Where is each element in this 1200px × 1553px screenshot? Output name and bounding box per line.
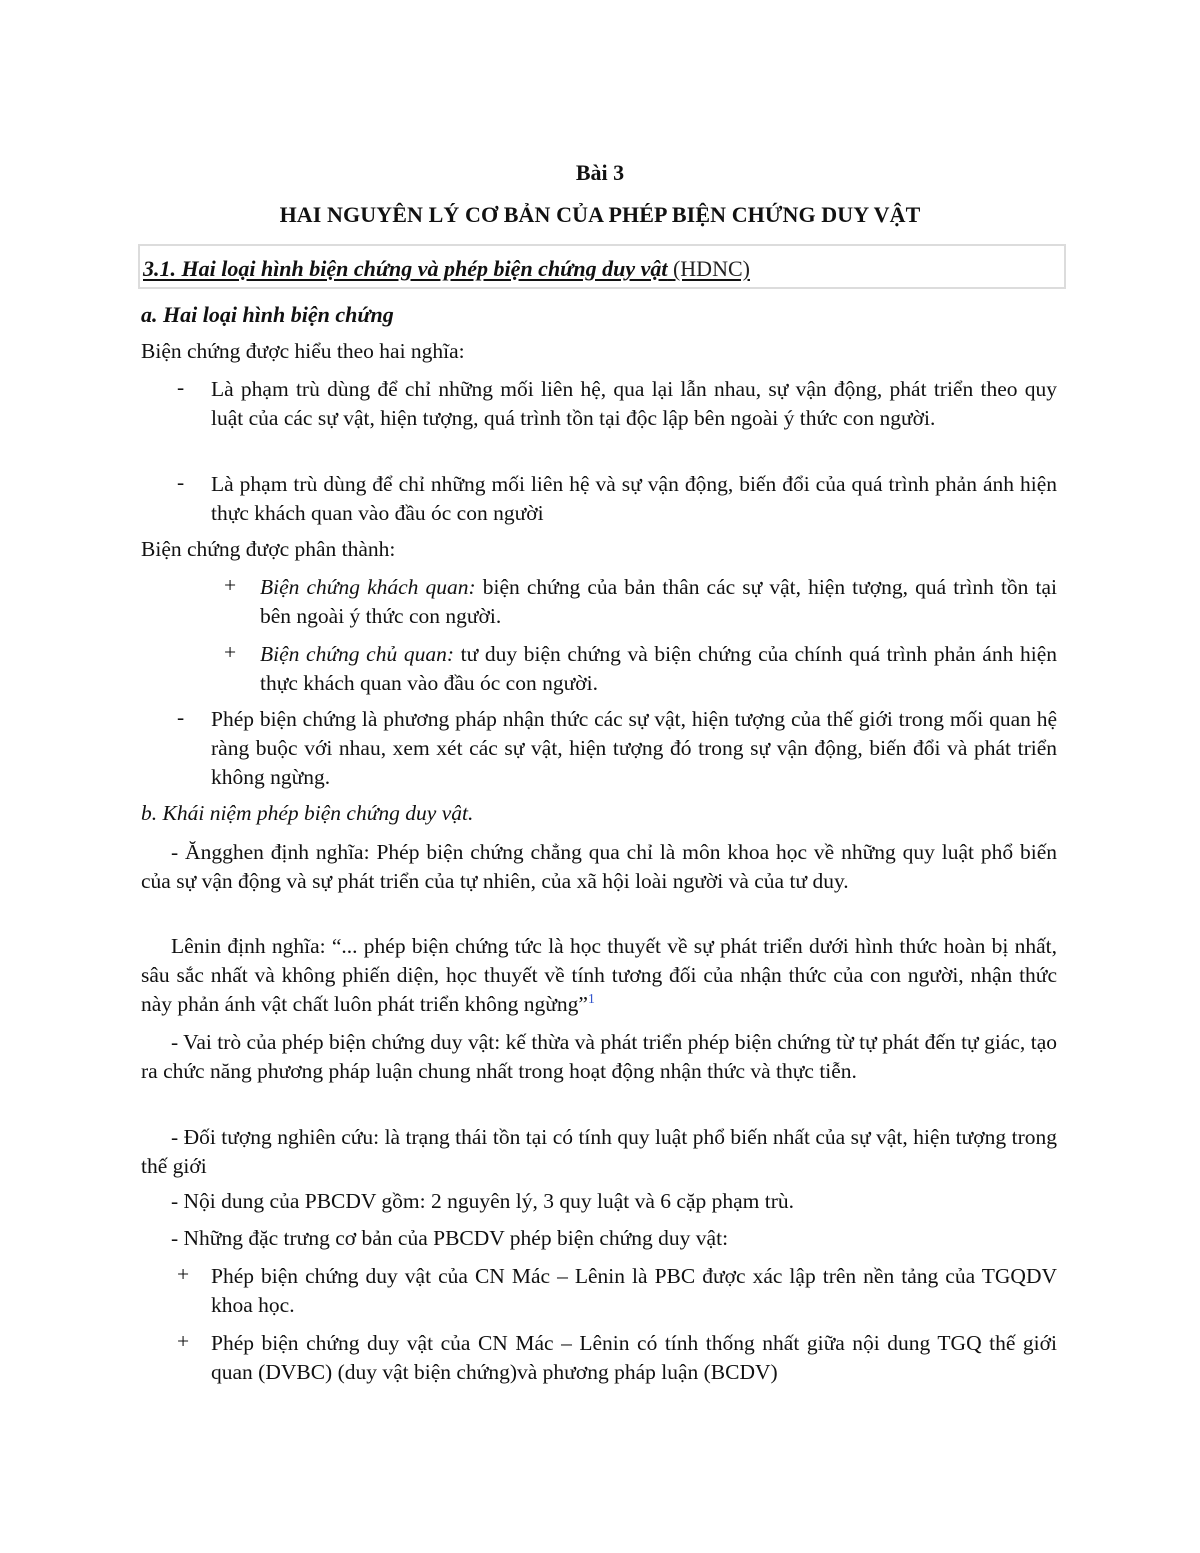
type-description: biện chứng của bản thân các sự vật, hiện tượng, quá trình tồn tại bên ngoài ý thức con người. xyxy=(260,575,1057,628)
lesson-number: Bài 3 xyxy=(575,160,625,185)
engels-definition: - Ăngghen định nghĩa: Phép biện chứng chẳng qua chỉ là môn khoa học về những quy luật phổ biến của sự vận động và sự phát triển của tự nhiên, của xã hội loài người và của tư duy. xyxy=(141,840,1057,893)
intro-meanings: Biện chứng được hiểu theo hai nghĩa: xyxy=(141,339,465,363)
features-intro: - Những đặc trưng cơ bản của PBCDV phép biện chứng duy vật: xyxy=(171,1226,729,1250)
bullet-marker: - xyxy=(177,705,185,729)
role-paragraph: - Vai trò của phép biện chứng duy vật: kế thừa và phát triển phép biện chứng từ tự phát đến tự giác, tạo ra chức năng phương pháp luận chung nhất trong hoạt động nhận thức và thực tiễn. xyxy=(141,1030,1057,1083)
content-paragraph: - Nội dung của PBCDV gồm: 2 nguyên lý, 3 quy luật và 6 cặp phạm trù. xyxy=(171,1189,795,1213)
section-heading-note: (HDNC) xyxy=(672,256,750,281)
feature-item-2: Phép biện chứng duy vật của CN Mác – Lênin có tính thống nhất giữa nội dung TGQ thế giới quan (DVBC) (duy vật biện chứng)và phương pháp luận (BCDV) xyxy=(211,1331,1057,1384)
bullet-marker: - xyxy=(177,375,185,399)
type-term: Biện chứng chủ quan: xyxy=(260,642,455,666)
method-item: Phép biện chứng là phương pháp nhận thức các sự vật, hiện tượng của thế giới trong mối quan hệ ràng buộc với nhau, xem xét các sự vật, hiện tượng đó trong sự vận động, biến đổi và phát triển không ngừng. xyxy=(211,707,1057,789)
type-term: Biện chứng khách quan: xyxy=(260,575,476,599)
type-item-subjective xyxy=(260,640,1057,698)
object-paragraph: - Đối tượng nghiên cứu: là trạng thái tồn tại có tính quy luật phổ biến nhất của sự vật, hiện tượng trong thế giới xyxy=(141,1125,1057,1178)
meaning-item-2: Là phạm trù dùng để chỉ những mối liên hệ và sự vận động, biến đổi của quá trình phản ánh hiện thực khách quan vào đầu óc con người xyxy=(211,472,1057,525)
meaning-item-1: Là phạm trù dùng để chỉ những mối liên hệ, qua lại lẫn nhau, sự vận động, phát triển theo quy luật của các sự vật, hiện tượng, quá trình tồn tại độc lập bên ngoài ý thức con người. xyxy=(211,377,1057,430)
lenin-definition xyxy=(141,932,1057,1019)
plus-marker: + xyxy=(224,640,237,664)
plus-marker: + xyxy=(224,573,237,597)
type-description: tư duy biện chứng và biện chứng của chính quá trình phản ánh hiện thực khách quan vào đầu óc con người. xyxy=(260,642,1057,695)
section-heading xyxy=(143,256,750,282)
plus-marker: + xyxy=(177,1262,190,1286)
chapter-title: HAI NGUYÊN LÝ CƠ BẢN CỦA PHÉP BIỆN CHỨNG DUY VẬT xyxy=(279,202,921,227)
intro-types: Biện chứng được phân thành: xyxy=(141,537,396,561)
type-item-objective xyxy=(260,573,1057,631)
footnote-reference[interactable]: 1 xyxy=(587,991,595,1007)
subsection-b-heading: b. Khái niệm phép biện chứng duy vật. xyxy=(141,801,474,825)
plus-marker: + xyxy=(177,1329,190,1353)
feature-item-1: Phép biện chứng duy vật của CN Mác – Lênin là PBC được xác lập trên nền tảng của TGQDV khoa học. xyxy=(211,1264,1057,1317)
lenin-text: Lênin định nghĩa: “... phép biện chứng tức là học thuyết về sự phát triển dưới hình thức hoàn bị nhất, sâu sắc nhất và không phiến diện, học thuyết về tính tương đối của nhận thức của con người, nhận thức này phản ánh vật chất luôn phát triển không ngừng” xyxy=(141,934,1057,1016)
bullet-marker: - xyxy=(177,470,185,494)
subsection-a-heading: a. Hai loại hình biện chứng xyxy=(141,302,394,327)
section-heading-main: 3.1. Hai loại hình biện chứng và phép biện chứng duy vật xyxy=(143,256,668,281)
